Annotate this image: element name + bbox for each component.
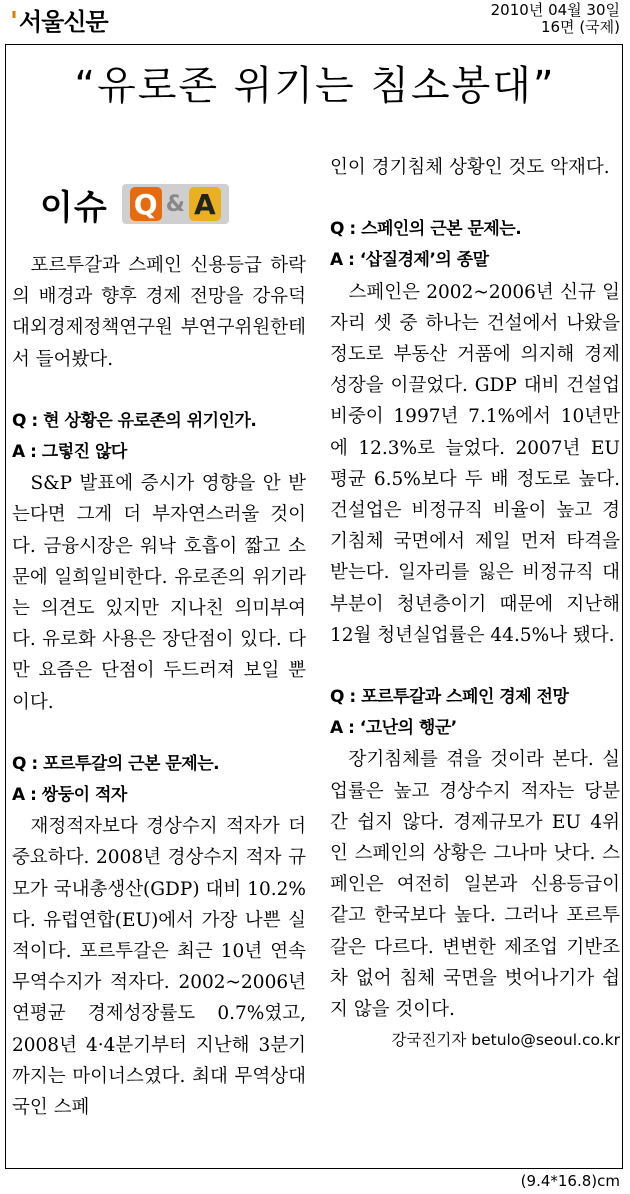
answer-4-title: A : ‘고난의 행군’	[330, 718, 457, 739]
dateline	[491, 2, 620, 36]
question-3: Q : 스페인의 근본 문제는.	[330, 219, 522, 240]
newspaper-name: 서울신문	[18, 8, 108, 36]
question-4: Q : 포르투갈과 스페인 경제 전망	[330, 687, 569, 708]
answer-2-title: A : 쌍둥이 적자	[12, 785, 127, 806]
answer-3-title: A : ‘삽질경제’의 종말	[330, 250, 489, 271]
byline: 강국진기자 betulo@seoul.co.kr	[391, 1031, 620, 1050]
intro-paragraph: 포르투갈과 스페인 신용등급 하락의 배경과 향후 경제 전망을 강유덕 대외경제정책연구원 부연구위원한테서 들어봤다.	[12, 255, 306, 370]
masthead-logo	[10, 2, 108, 37]
left-column	[12, 250, 306, 1123]
issue-qa-badge	[40, 182, 229, 226]
question-1: Q : 현 상황은 유로존의 위기인가.	[12, 410, 257, 431]
answer-4-body: 장기침체를 겪을 것이라 본다. 실업률은 높고 경상수지 적자는 당분간 쉽지 않다. 경제규모가 EU 4위인 스페인의 상황은 그나마 낫다. 스페인은 여전히 일본과 신용등급이 같고 한국보다 높다. 그러나 포르투갈은 다르다. 변변한 제조업 기반조차 없어 침체 국면을 벗어나기가 쉽지 않을 것이다.	[330, 749, 620, 1021]
logo-mark: '	[10, 7, 17, 37]
qa-logo	[122, 184, 229, 224]
answer-2-continued: 인이 경기침체 상황인 것도 악재다.	[330, 157, 610, 178]
q-box: Q	[130, 187, 162, 221]
question-2: Q : 포르투갈의 근본 문제는.	[12, 753, 220, 774]
right-column	[330, 152, 620, 1056]
page-section: 16면 (국제)	[540, 18, 620, 36]
publish-date: 2010년 04월 30일	[490, 1, 620, 19]
article-size: (9.4*16.8)cm	[520, 1172, 620, 1190]
answer-3-body: 스페인은 2002~2006년 신규 일자리 셋 중 하나는 건설에서 나왔을 정도로 부동산 거품에 의지해 경제성장을 이끌었다. GDP 대비 건설업 비중이 1997년 7.1%에서 10년만에 12.3%로 늘었다. 2007년 EU 평균 6.5%보다 두 배 정도로 높다. 건설업은 비정규직 비율이 높고 경기침체 국면에서 제일 먼저 타격을 받는다. 일자리를 잃은 비정규직 대부분이 청년층이기 때문에 지난해 12월 청년실업률은 44.5%나 됐다.	[330, 281, 620, 646]
answer-1-title: A : 그렇진 않다	[12, 442, 127, 463]
ampersand: &	[165, 191, 185, 217]
issue-label: 이슈	[40, 187, 108, 228]
headline: “유로존 위기는 침소봉대”	[74, 63, 556, 109]
answer-1-body: S&P 발표에 증시가 영향을 안 받는다면 그게 더 부자연스러울 것이다. 금융시장은 워낙 호흡이 짧고 소문에 일희일비한다. 유로존의 위기라는 의견도 있지만 지나친 의미부여다. 유로화 사용은 장단점이 있다. 다만 요즘은 단점이 두드러져 보일 뿐이다.	[12, 473, 306, 713]
a-box: A	[189, 187, 221, 221]
answer-2-body: 재정적자보다 경상수지 적자가 더 중요하다. 2008년 경상수지 적자 규모가 국내총생산(GDP) 대비 10.2%다. 유럽연합(EU)에서 가장 나쁜 실적이다. 포르투갈은 최근 10년 연속 무역수지가 적자다. 2002~2006년 연평균 경제성장률도 0.7%였고, 2008년 4·4분기부터 지난해 3분기까지는 마이너스였다. 최대 무역상대국인 스페	[12, 816, 306, 1119]
